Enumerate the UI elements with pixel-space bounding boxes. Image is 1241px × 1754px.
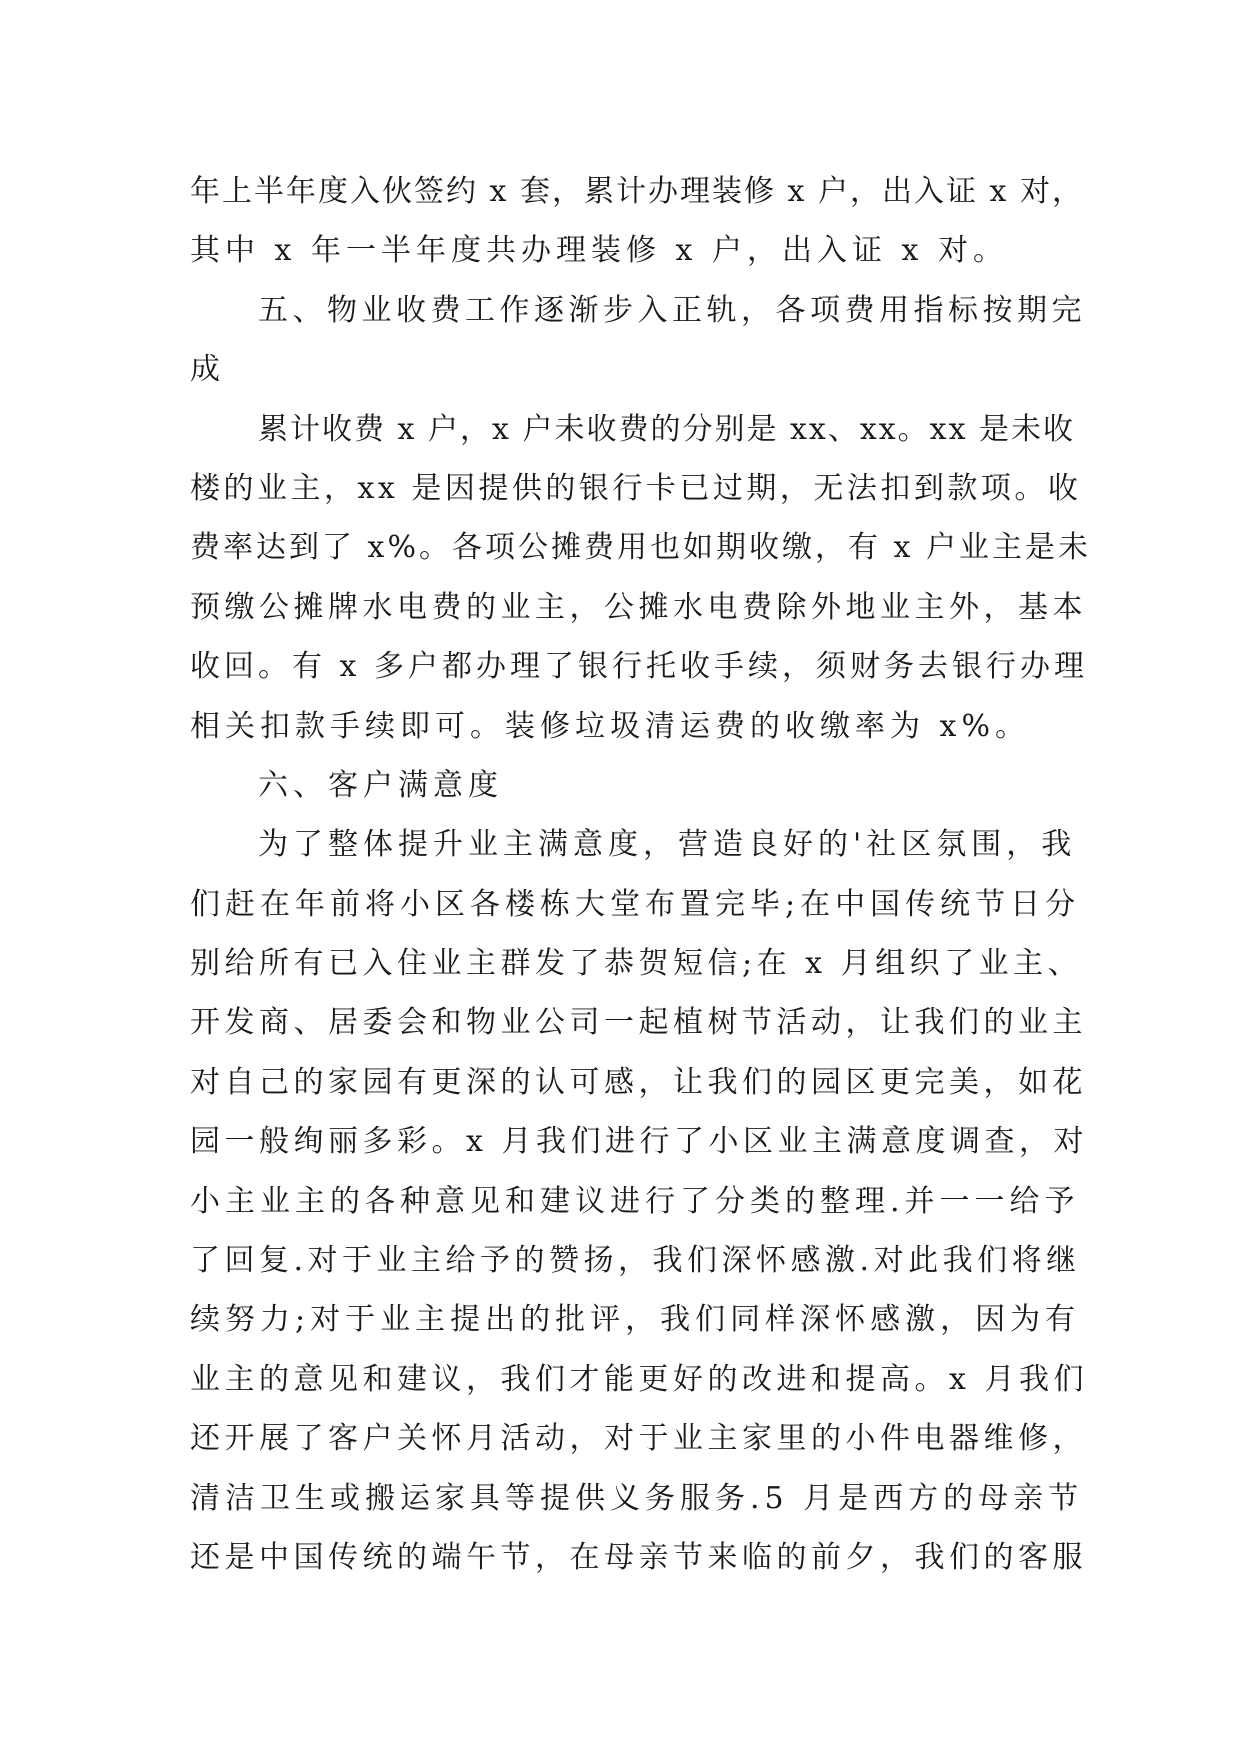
text-line: 楼的业主，xx 是因提供的银行卡已过期，无法扣到款项。收 [190, 470, 1082, 506]
text-line: 还是中国传统的端午节，在母亲节来临的前夕，我们的客服 [190, 1539, 1087, 1575]
text-line: 为了整体提升业主满意度，营造良好的'社区氛围，我 [258, 827, 1077, 863]
text-line: 续努力;对于业主提出的批评，我们同样深怀感激，因为有 [190, 1302, 1081, 1338]
text-line: 成 [190, 352, 225, 388]
text-line: 园一般绚丽多彩。x 月我们进行了小区业主满意度调查，对 [190, 1124, 1088, 1160]
text-line: 其中 x 年一半年度共办理装修 x 户，出入证 x 对。 [190, 233, 1008, 269]
text-line: 还开展了客户关怀月活动，对于业主家里的小件电器维修， [190, 1421, 1087, 1457]
text-line: 小主业主的各种意见和建议进行了分类的整理.并一一给予 [190, 1183, 1080, 1219]
text-line: 相关扣款手续即可。装修垃圾清运费的收缴率为 x%。 [190, 708, 1030, 744]
text-line: 开发商、居委会和物业公司一起植树节活动，让我们的业主 [190, 1005, 1087, 1041]
body-text [190, 162, 1091, 1587]
text-line: 六、客户满意度 [258, 767, 503, 803]
text-line: 别给所有已入住业主群发了恭贺短信;在 x 月组织了业主、 [190, 946, 1083, 982]
text-line: 累计收费 x 户，x 户未收费的分别是 xx、xx。xx 是未收 [258, 411, 1076, 447]
text-line: 预缴公摊牌水电费的业主，公摊水电费除外地业主外，基本 [190, 589, 1087, 625]
text-line: 清洁卫生或搬运家具等提供义务服务.5 月是西方的母亲节 [190, 1480, 1084, 1516]
text-line: 了回复.对于业主给予的赞扬，我们深怀感激.对此我们将继 [190, 1243, 1081, 1279]
text-line: 业主的意见和建议，我们才能更好的改进和提高。x 月我们 [190, 1361, 1088, 1397]
text-line: 费率达到了 x%。各项公摊费用也如期收缴，有 x 户业主是未 [190, 530, 1091, 566]
text-line: 收回。有 x 多户都办理了银行托收手续，须财务去银行办理 [190, 649, 1088, 685]
text-line: 年上半年度入伙签约 x 套，累计办理装修 x 户，出入证 x 对， [190, 174, 1084, 209]
text-line: 五、物业收费工作逐渐步入正轨，各项费用指标按期完 [258, 292, 1086, 328]
text-line: 们赶在年前将小区各楼栋大堂布置完毕;在中国传统节日分 [190, 886, 1081, 922]
text-line: 对自己的家园有更深的认可感，让我们的园区更完美，如花 [190, 1064, 1087, 1100]
